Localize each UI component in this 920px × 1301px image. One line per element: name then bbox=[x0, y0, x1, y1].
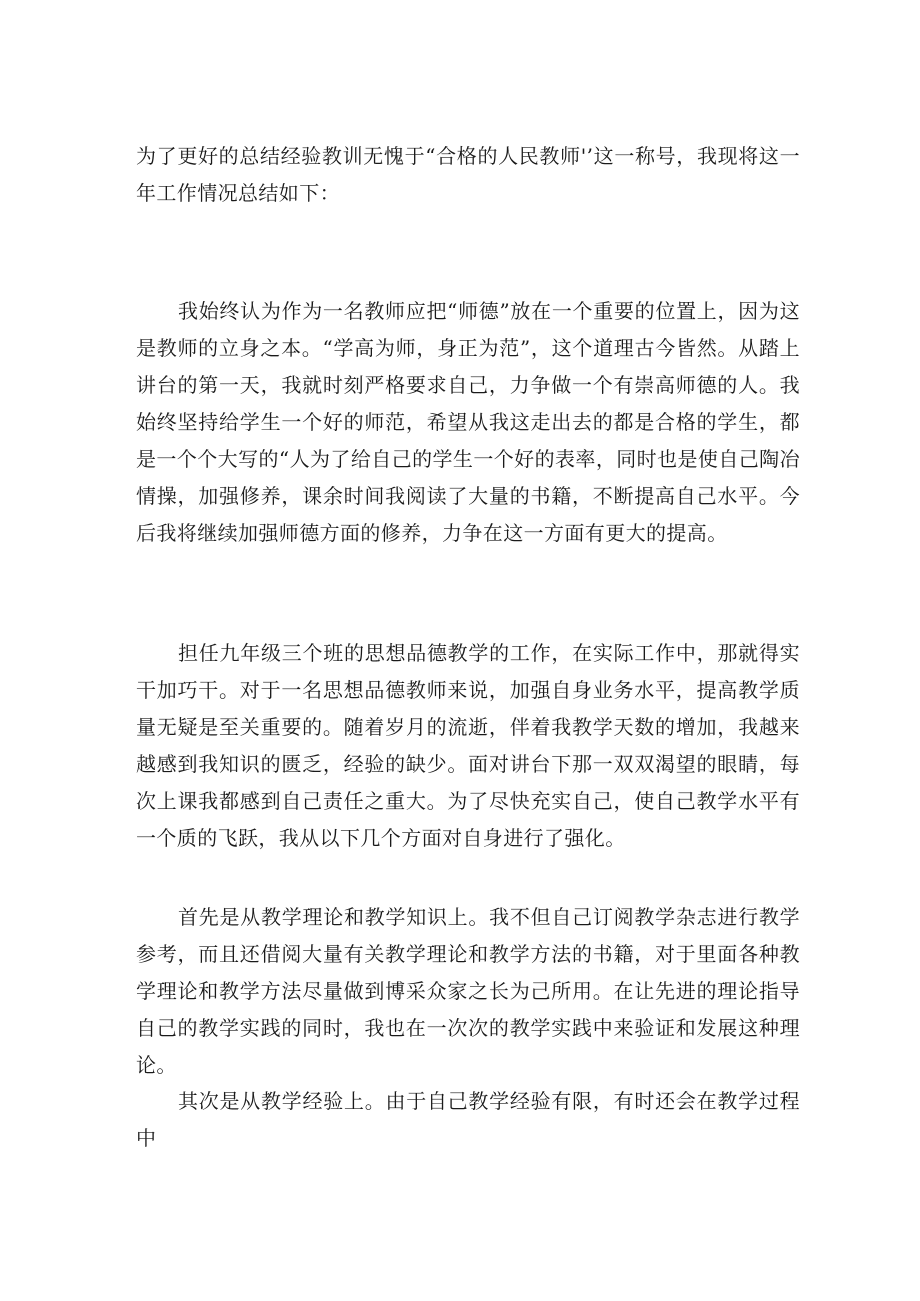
paragraph-experience: 其次是从教学经验上。由于自己教学经验有限，有时还会在教学过程中 bbox=[136, 1089, 800, 1150]
paragraph-intro: 为了更好的总结经验教训无愧于“合格的人民教师'’这一称号，我现将这一年工作情况总结如下： bbox=[136, 144, 800, 205]
paragraph-theory: 首先是从教学理论和教学知识上。我不但自己订阅教学杂志进行教学参考，而且还借阅大量有关教学理论和教学方法的书籍，对于里面各种教学理论和教学方法尽量做到博采众家之长为己所用。在让先进的理论指导自己的教学实践的同时，我也在一次次的教学实践中来验证和发展这种理论。 bbox=[136, 905, 800, 1077]
paragraph-teaching-work: 担任九年级三个班的思想品德教学的工作，在实际工作中，那就得实干加巧干。对于一名思想品德教师来说，加强自身业务水平，提高教学质量无疑是至关重要的。随着岁月的流逝，伴着我教学天数的增加，我越来越感到我知识的匮乏，经验的缺少。面对讲台下那一双双渴望的眼睛，每次上课我都感到自己责任之重大。为了尽快充实自己，使自己教学水平有一个质的飞跃，我从以下几个方面对自身进行了强化。 bbox=[136, 641, 800, 850]
paragraph-teacher-ethics: 我始终认为作为一名教师应把“师德”放在一个重要的位置上，因为这是教师的立身之本。“学高为师，身正为范”，这个道理古今皆然。从踏上讲台的第一天，我就时刻严格要求自己，力争做一个有崇高师德的人。我始终坚持给学生一个好的师范，希望从我这走出去的都是合格的学生，都是一个个大写的“人为了给自己的学生一个好的表率，同时也是使自己陶冶情操，加强修养，课余时间我阅读了大量的书籍，不断提高自己水平。今后我将继续加强师德方面的修养，力争在这一方面有更大的提高。 bbox=[136, 299, 800, 545]
